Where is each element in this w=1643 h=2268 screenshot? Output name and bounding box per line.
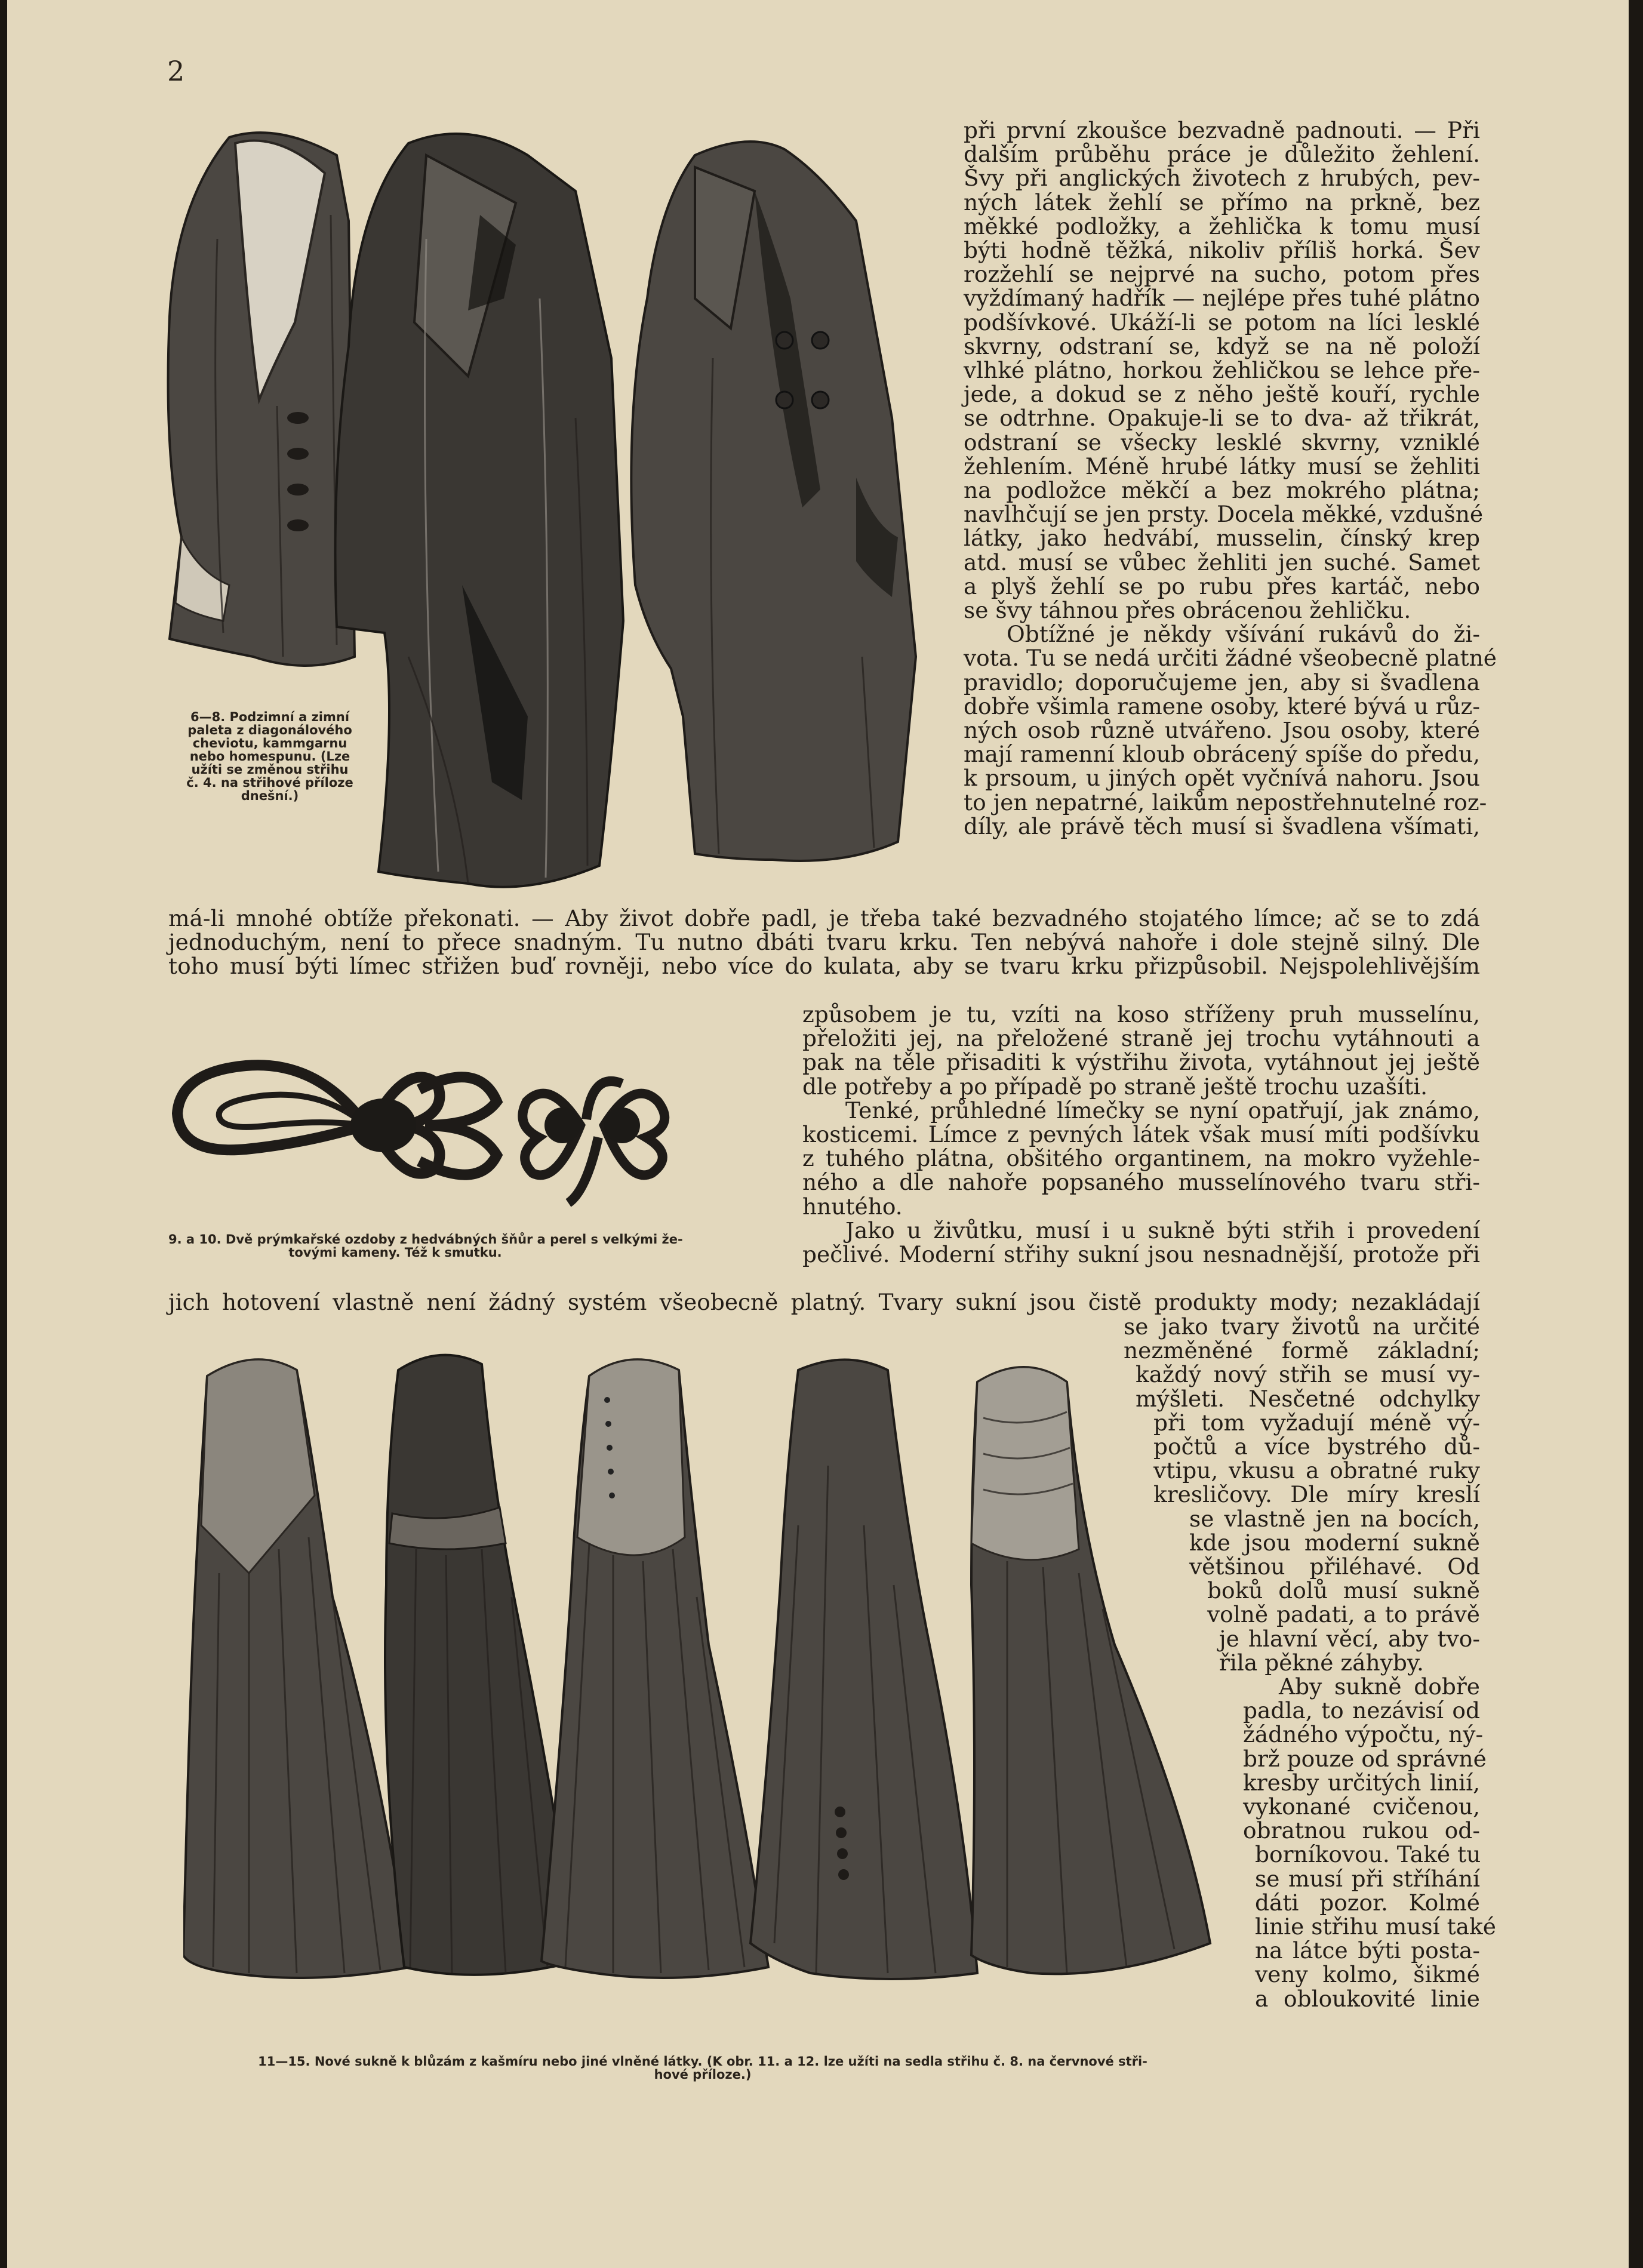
text-line: dle potřeby a po případě po straně ještě trochu uzašíti. xyxy=(802,1073,1428,1100)
text-line: ného a dle nahoře popsaného musselínového tvaru stři- xyxy=(802,1169,1480,1196)
caption-line: 11—15. Nové sukně k blůzám z kašmíru nebo jiné vlněné látky. (K obr. 11. a 12. lze užíti na sedla střihu č. 8. na červnové stři- xyxy=(258,2054,1147,2069)
text-line: vtipu, vkusu a obratné ruky xyxy=(1153,1457,1480,1484)
text-line: vyždímaný hadřík — nejlépe přes tuhé plátno xyxy=(964,285,1480,312)
ornament-10-stone-right xyxy=(604,1107,640,1143)
text-line: hnutého. xyxy=(802,1193,903,1220)
ornaments-caption xyxy=(168,1232,683,1260)
text-line: rozžehlí se nejprvé na sucho, potom přes xyxy=(964,261,1480,288)
text-line: látky, jako hedvábí, musselin, čínský krep xyxy=(964,525,1480,552)
text-line: mají ramenní kloub obrácený spíše do předu, xyxy=(964,741,1480,768)
ornament-10 xyxy=(522,1081,664,1203)
text-full-width-2 xyxy=(168,1290,1480,1314)
text-line: boků dolů musí sukně xyxy=(1207,1577,1480,1604)
magazine-page xyxy=(7,0,1629,2268)
text-line: borníkovou. Také tu xyxy=(1255,1841,1481,1868)
text-line: toho musí býti límec střižen buď rovněji, nebo více do kulata, aby se tvaru krku přizpůsobil. Nejspolehlivějším xyxy=(168,953,1480,980)
text-column-bottom xyxy=(1124,1313,1496,2012)
text-line: volně padati, a to právě xyxy=(1207,1601,1480,1628)
caption-line: 6—8. Podzimní a zimní xyxy=(190,710,350,724)
text-line: kresličovy. Dle míry kreslí xyxy=(1153,1481,1480,1508)
text-line: vlhké plátno, horkou žehličkou se lehce pře- xyxy=(964,357,1480,384)
caption-line: hové příloze.) xyxy=(654,2067,752,2082)
ornaments-illustration-svg xyxy=(168,1036,706,1215)
text-line: atd. musí se vůbec žehliti jen suché. Samet xyxy=(964,549,1480,576)
skirt-14 xyxy=(750,1360,977,1980)
text-line: ných osob různě utvářeno. Jsou osoby, které xyxy=(964,717,1480,744)
text-line: žehlením. Méně hrubé látky musí se žehliti xyxy=(964,453,1480,479)
text-line: vykonané cvičenou, xyxy=(1243,1793,1480,1820)
text-line: obratnou rukou od- xyxy=(1243,1817,1480,1844)
caption-line: užíti se změnou střihu xyxy=(191,762,349,777)
text-line: každý nový střih se musí vy- xyxy=(1136,1361,1480,1388)
text-line: řila pěkné záhyby. xyxy=(1219,1649,1424,1676)
text-line: brž pouze od správné xyxy=(1243,1745,1487,1772)
text-line: díly, ale právě těch musí si švadlena všímati, xyxy=(964,813,1480,839)
text-line: se švy táhnou přes obrácenou žehličku. xyxy=(964,597,1411,624)
text-line: k prsoum, u jiných opět vyčnívá nahoru. Jsou xyxy=(964,765,1480,792)
text-line: se vlastně jen na bocích, xyxy=(1189,1505,1480,1532)
text-line: ných látek žehlí se přímo na prkně, bez xyxy=(964,189,1480,216)
text-line: býti hodně těžká, nikoliv příliš horká. Šev xyxy=(964,237,1480,264)
text-line: měkké podložky, a žehlička k tomu musí xyxy=(964,213,1480,239)
text-column-top xyxy=(964,117,1497,839)
text-line: jede, a dokud se z něho ještě kouří, rychle xyxy=(964,381,1480,408)
text-line: padla, to nezávisí od xyxy=(1243,1697,1480,1724)
coats-caption xyxy=(168,710,371,802)
text-line: při první zkoušce bezvadně padnouti. — Při xyxy=(964,117,1480,143)
text-line: kresby určitých linií, xyxy=(1243,1769,1480,1796)
text-line: jednoduchým, není to přece snadným. Tu nutno dbáti tvaru krku. Ten nebývá nahoře i dole stejně silný. Dle xyxy=(168,929,1480,956)
text-column-middle xyxy=(802,1002,1480,1266)
text-line: má-li mnohé obtíže překonati. — Aby život dobře padl, je třeba také bezvadného stojatého límce; ač se to zdá xyxy=(168,905,1480,931)
text-line: Aby sukně dobře xyxy=(1279,1673,1480,1700)
text-line: odstraní se všecky lesklé skvrny, vzniklé xyxy=(964,429,1480,456)
skirts-illustration xyxy=(183,1346,1216,1985)
text-line: Tenké, průhledné límečky se nyní opatřují, jak známo, xyxy=(845,1097,1480,1124)
skirts-illustration-svg xyxy=(183,1346,1216,1985)
ornaments-illustration xyxy=(168,1036,706,1215)
text-line: nezměněné formě základní; xyxy=(1124,1337,1480,1364)
text-line: Jako u živůtku, musí i u sukně býti střih i provedení xyxy=(845,1217,1480,1244)
page-number: 2 xyxy=(167,55,185,87)
caption-line: cheviotu, kammgarnu xyxy=(192,736,347,750)
text-full-width-1 xyxy=(168,906,1480,978)
text-line: způsobem je tu, vzíti na koso stříženy pruh musselínu, xyxy=(802,1001,1480,1027)
caption-line: tovými kameny. Též k smutku. xyxy=(288,1245,502,1260)
text-line: Obtížné je někdy všívání rukávů do ži- xyxy=(1007,621,1480,648)
text-line: veny kolmo, šikmé xyxy=(1255,1961,1480,1988)
text-line: dobře všimla ramene osoby, které bývá u růz- xyxy=(964,693,1480,719)
text-line: žádného výpočtu, ný- xyxy=(1243,1721,1484,1748)
text-line: kde jsou moderní sukně xyxy=(1189,1529,1480,1556)
text-line: Švy při anglických životech z hrubých, pev- xyxy=(964,165,1480,192)
text-line: počtů a více bystrého dů- xyxy=(1153,1433,1480,1460)
text-line: se odtrhne. Opakuje-li se to dva- až třikrát, xyxy=(964,405,1480,432)
ornament-9-stone xyxy=(350,1098,416,1152)
text-line: jich hotovení vlastně není žádný systém všeobecně platný. Tvary sukní jsou čistě produkty mody; nezakládají xyxy=(168,1289,1480,1315)
text-line: dalším průběhu práce je důležito žehlení. xyxy=(964,141,1480,168)
text-line: a plyš žehlí se po rubu přes kartáč, nebo xyxy=(964,573,1480,599)
text-line: na látce býti posta- xyxy=(1255,1937,1480,1964)
text-line: linie střihu musí také xyxy=(1255,1913,1496,1940)
skirt-15-gathered-yoke xyxy=(971,1367,1079,1560)
text-line: kosticemi. Límce z pevných látek však musí míti podšívku xyxy=(802,1121,1480,1148)
text-line: podšívkové. Ukáží-li se potom na líci lesklé xyxy=(964,309,1480,336)
text-line: dáti pozor. Kolmé xyxy=(1255,1889,1480,1916)
text-line: se jako tvary životů na určité xyxy=(1124,1313,1480,1340)
skirts-caption xyxy=(174,2055,1231,2081)
text-line: pečlivé. Moderní střihy sukní jsou nesnadnější, protože při xyxy=(802,1241,1480,1268)
caption-line: nebo homespunu. (Lze xyxy=(189,749,350,764)
ornament-10-stone-left xyxy=(544,1107,580,1143)
skirt-13-yoke xyxy=(577,1359,685,1555)
text-line: přeložiti jej, na přeložené straně jej trochu vytáhnouti a xyxy=(802,1025,1480,1052)
text-line: mýšleti. Nesčetné odchylky xyxy=(1136,1385,1480,1412)
text-line: při tom vyžadují méně vý- xyxy=(1153,1409,1480,1436)
text-line: z tuhého plátna, obšitého organtinem, na mokro vyžehle- xyxy=(802,1145,1480,1172)
caption-line: 9. a 10. Dvě prýmkařské ozdoby z hedvábných šňůr a perel s velkými že- xyxy=(168,1232,683,1247)
text-line: většinou přiléhavé. Od xyxy=(1189,1553,1480,1580)
caption-line: dnešní.) xyxy=(241,789,299,803)
text-line: pak na těle přisaditi k výstřihu života, vytáhnout jej ještě xyxy=(802,1049,1480,1076)
text-line: navlhčují se jen prsty. Docela měkké, vzdušné xyxy=(964,501,1484,528)
text-line: je hlavní věcí, aby tvo- xyxy=(1219,1625,1480,1652)
text-line: vota. Tu se nedá určiti žádné všeobecně platné xyxy=(964,645,1497,672)
text-line: se musí při stříhání xyxy=(1255,1865,1480,1892)
caption-line: č. 4. na střihové příloze xyxy=(186,776,353,790)
text-line: to jen nepatrné, laikům nepostřehnutelné roz- xyxy=(964,789,1487,816)
ornament-9 xyxy=(177,1065,497,1175)
text-line: skvrny, odstraní se, když se na ně položí xyxy=(964,333,1480,359)
caption-line: paleta z diagonálového xyxy=(187,723,352,737)
text-line: pravidlo; doporučujeme jen, aby si švadlena xyxy=(964,669,1480,696)
text-line: a obloukovité linie xyxy=(1255,1985,1480,2012)
text-line: na podložce měkčí a bez mokrého plátna; xyxy=(964,477,1480,504)
